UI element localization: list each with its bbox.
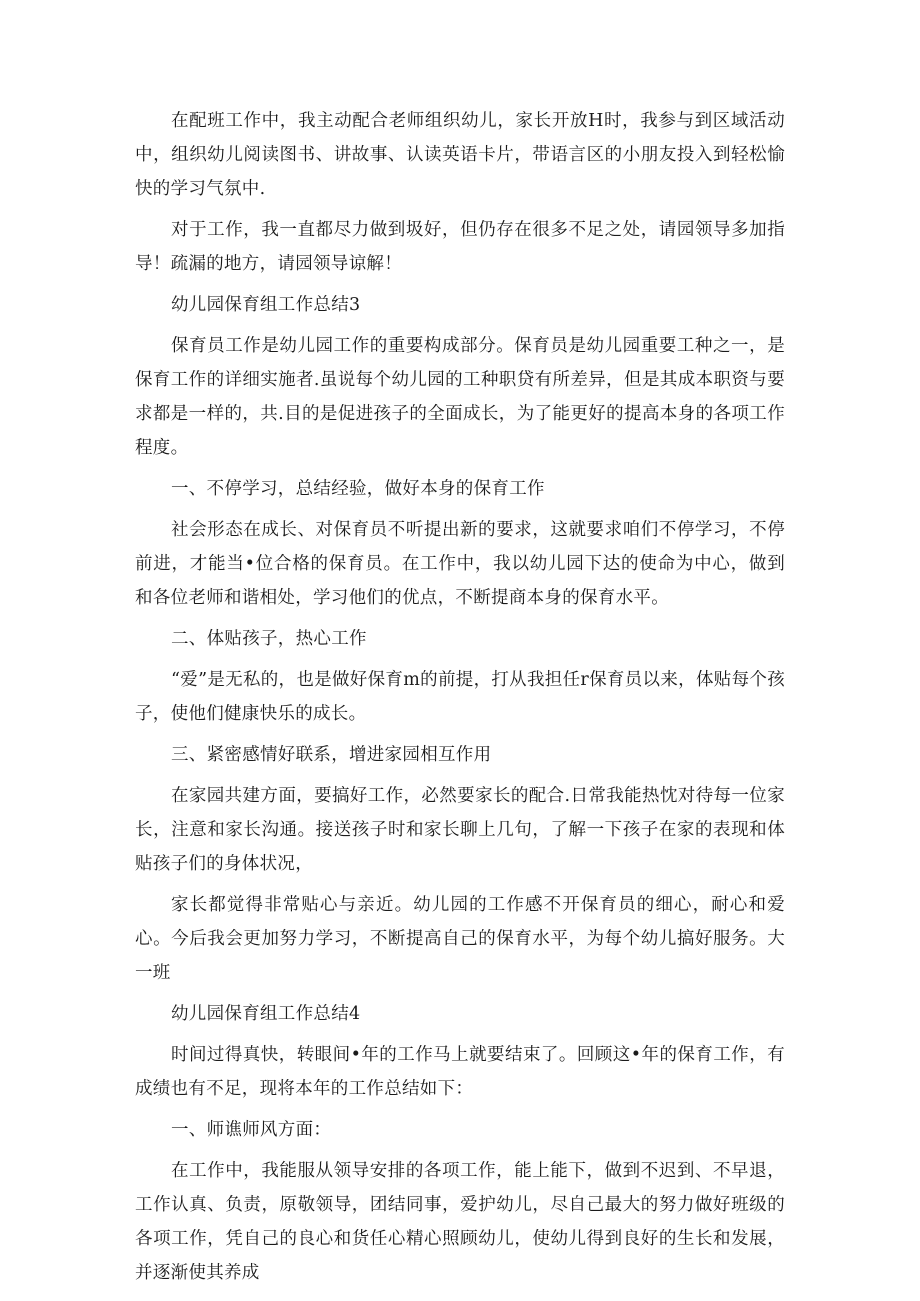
- paragraph: 在工作中，我能服从领导安排的各项工作，能上能下，做到不迟到、不早退，工作认真、负责，原敬领导，团结同事，爱护幼儿，尽自己最大的努力做好班级的各项工作，凭自己的良心和货任心精心照顾幼儿，使幼儿得到良好的生长和发展，并逐渐使其养成: [135, 1161, 785, 1283]
- subsection-heading: 一、师谯师风方面：: [171, 1120, 332, 1140]
- section-heading: 幼儿园保育组工作总结4: [171, 1004, 361, 1024]
- paragraph: “爱”是无私的，也是做好保育m的前提，打从我担任r保育员以来，体贴每个孩子，使他们健康快乐的成长。: [135, 670, 785, 724]
- paragraph: 在家园共建方面，要搞好工作，必然要家长的配合.日常我能热忱对待每一位家长，注意和家长沟通。接送孩子时和家长聊上几句，了解一下孩子在家的表现和体贴孩子们的身体状况，: [135, 786, 785, 874]
- subsection-heading: 一、不停学习，总结经验，做好本身的保育工作: [171, 479, 545, 499]
- paragraph: 家长都觉得非常贴心与亲近。幼儿园的工作感不开保育员的细心，耐心和爱心。今后我会更加努力学习，不断提高自己的保育水平，为每个幼儿搞好服务。大一班: [135, 895, 785, 983]
- subsection-heading: 三、紧密感情好联系，增进家园相互作用: [171, 745, 492, 765]
- paragraph: 在配班工作中，我主动配合老师组织幼儿，家长开放H时，我参与到区域活动中，组织幼儿阅读图书、讲故事、认读英语卡片，带语言区的小朋友投入到轻松愉快的学习气氛中.: [135, 111, 785, 199]
- section-heading: 幼儿园保育组工作总结3: [171, 295, 361, 315]
- subsection-heading: 二、体贴孩子，热心工作: [171, 629, 367, 649]
- document-body: [135, 104, 785, 1297]
- paragraph: 保育员工作是幼儿园工作的重要构成部分。保育员是幼儿园重要工种之一，是保育工作的详细实施者.虽说每个幼儿园的工种职贷有所差异，但是其成本职资与要求都是一样的，共.目的是促进孩子的全面成长，为了能更好的提高本身的各项工作程度。: [135, 336, 785, 458]
- paragraph: 时间过得真快，转眼间•年的工作马上就要结束了。回顾这•年的保育工作，有成绩也有不足，现将本年的工作总结如下：: [135, 1045, 785, 1099]
- paragraph: 对于工作，我一直都尽力做到圾好，但仍存在很多不足之处，请园领导多加指导！疏漏的地方，请园领导谅解！: [135, 220, 785, 274]
- paragraph: 社会形态在成长、对保育员不听提出新的要求，这就要求咱们不停学习，不停前进，才能当•位合格的保育员。在工作中，我以幼儿园下达的使命为中心，做到和各位老师和谐相处，学习他们的优点，不断提商本身的保育水平。: [135, 520, 785, 608]
